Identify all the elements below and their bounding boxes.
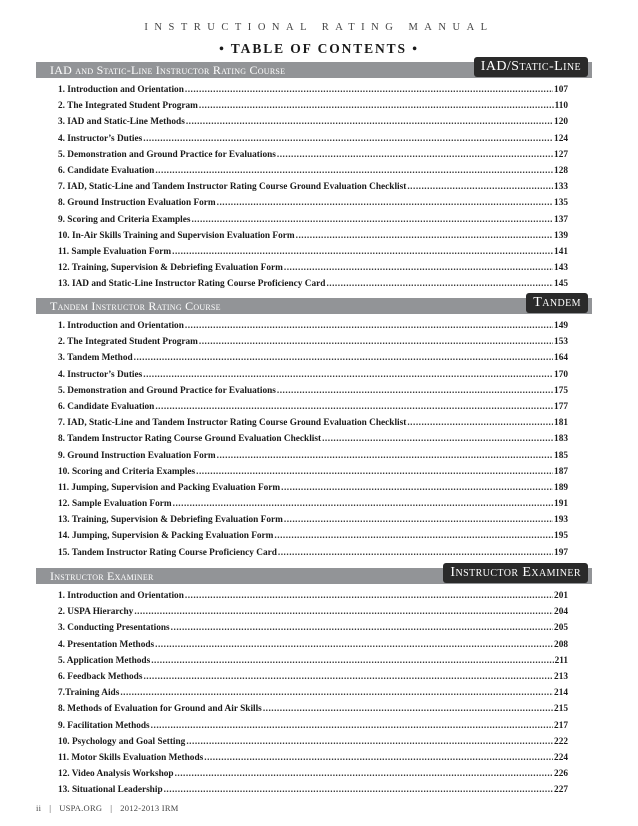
toc-entry-title: 8. Tandem Instructor Rating Course Ground Evaluation Checklist <box>58 434 322 445</box>
toc-entry <box>58 279 568 295</box>
toc-entry-title: 13. IAD and Static-Line Instructor Rating Course Proficiency Card <box>58 279 326 290</box>
toc-section <box>36 565 592 801</box>
dot-leader <box>155 402 553 412</box>
toc-entry <box>58 150 568 166</box>
dot-leader <box>186 737 553 747</box>
toc-entry-title: 6. Candidate Evaluation <box>58 165 155 176</box>
toc-title: • TABLE OF CONTENTS • <box>219 41 419 56</box>
toc-entry-page: 205 <box>554 623 568 634</box>
toc-entry-page: 175 <box>554 385 568 396</box>
toc-entry <box>58 785 568 801</box>
toc-entry-page: 214 <box>554 688 568 699</box>
toc-entry <box>58 623 568 639</box>
toc-entry-page: 177 <box>554 401 568 412</box>
toc-entry <box>58 215 568 231</box>
toc-entry-title: 1. Introduction and Orientation <box>58 321 184 331</box>
toc-entry <box>58 591 568 607</box>
dot-leader <box>171 623 553 633</box>
section-header-bar <box>36 565 592 584</box>
toc-entry-title: 11. Motor Skills Evaluation Methods <box>58 752 204 763</box>
toc-entry-title: 10. Psychology and Goal Setting <box>58 736 186 747</box>
dot-leader <box>196 467 553 477</box>
section-header-bar <box>36 295 592 314</box>
dot-leader <box>277 386 553 396</box>
toc-entry-title: 1. Introduction and Orientation <box>58 591 184 601</box>
toc-entry-page: 197 <box>554 547 568 558</box>
dot-leader <box>199 337 553 347</box>
toc-entry-title: 3. IAD and Static-Line Methods <box>58 117 185 128</box>
dot-leader <box>284 263 553 273</box>
toc-entry-title: 13. Situational Leadership <box>58 785 163 796</box>
toc-entry-page: 193 <box>554 515 568 526</box>
dot-leader <box>204 753 553 763</box>
toc-entry-list <box>58 85 568 295</box>
toc-entry-title: 6. Feedback Methods <box>58 671 143 682</box>
dot-leader <box>155 640 553 650</box>
toc-entry-title: 3. Conducting Presentations <box>58 623 170 634</box>
toc-entry-title: 11. Sample Evaluation Form <box>58 246 172 257</box>
dot-leader <box>143 370 553 380</box>
toc-entry-title: 10. In-Air Skills Training and Supervision Evaluation Form <box>58 230 295 241</box>
toc-entry-page: 120 <box>554 117 568 128</box>
toc-entry-list <box>58 591 568 801</box>
dot-leader <box>296 231 553 241</box>
dot-leader <box>281 483 553 493</box>
toc-entry <box>58 166 568 182</box>
toc-entry-title: 1. Introduction and Orientation <box>58 85 184 95</box>
toc-entry-title: 4. Presentation Methods <box>58 639 155 650</box>
toc-entry-page: 185 <box>554 450 568 461</box>
toc-entry <box>58 247 568 263</box>
toc-entry-title: 4. Instructor’s Duties <box>58 133 143 144</box>
dot-leader <box>185 85 553 95</box>
toc-entry <box>58 182 568 198</box>
toc-entry-title: 9. Facilitation Methods <box>58 720 150 731</box>
toc-entry <box>58 688 568 704</box>
toc-entry-title: 8. Ground Instruction Evaluation Form <box>58 198 216 209</box>
toc-entry <box>58 640 568 656</box>
section-tab: Instructor Examiner <box>443 563 588 583</box>
toc-entry-title: 13. Training, Supervision & Debriefing Evaluation Form <box>58 515 283 526</box>
toc-entry-page: 133 <box>554 182 568 193</box>
toc-entry-page: 183 <box>554 434 568 445</box>
dot-leader <box>185 321 553 331</box>
toc-entry-title: 5. Demonstration and Ground Practice for Evaluations <box>58 149 276 160</box>
footer-edition: 2012-2013 IRM <box>120 803 179 813</box>
footer-separator: | <box>110 803 113 813</box>
toc-entry-page: 213 <box>554 671 568 682</box>
dot-leader <box>217 451 553 461</box>
toc-entry-page: 189 <box>554 482 568 493</box>
toc-entry <box>58 672 568 688</box>
toc-entry-title: 2. The Integrated Student Program <box>58 101 198 112</box>
toc-entry-page: 135 <box>554 198 568 209</box>
toc-entry-title: 3. Tandem Method <box>58 353 133 364</box>
toc-entry-title: 9. Ground Instruction Evaluation Form <box>58 450 216 461</box>
toc-entry <box>58 721 568 737</box>
toc-entry-page: 191 <box>554 499 568 510</box>
running-head: INSTRUCTIONAL RATING MANUAL <box>144 22 494 33</box>
toc-entry <box>58 231 568 247</box>
toc-entry-page: 110 <box>554 101 568 112</box>
toc-entry <box>58 467 568 483</box>
dot-leader <box>278 548 553 558</box>
toc-entry-page: 204 <box>554 607 568 618</box>
toc-entry-page: 195 <box>554 531 568 542</box>
footer-separator: | <box>49 803 52 813</box>
toc-entry-title: 9. Scoring and Criteria Examples <box>58 214 191 225</box>
dot-leader <box>217 198 553 208</box>
toc-entry-page: 128 <box>554 165 568 176</box>
toc-entry-page: 145 <box>554 279 568 290</box>
toc-entry <box>58 548 568 564</box>
dot-leader <box>185 591 553 601</box>
dot-leader <box>186 117 553 127</box>
toc-entry-title: 10. Scoring and Criteria Examples <box>58 466 196 477</box>
toc-entry-title: 5. Application Methods <box>58 655 151 666</box>
footer-page-number: ii <box>36 803 42 813</box>
toc-entry <box>58 353 568 369</box>
toc-entry-title: 12. Sample Evaluation Form <box>58 499 172 510</box>
toc-entry <box>58 386 568 402</box>
toc-entry-title: 2. USPA Hierarchy <box>58 607 134 618</box>
toc-entry-title: 15. Tandem Instructor Rating Course Proficiency Card <box>58 547 277 558</box>
toc-entry-page: 181 <box>554 418 568 429</box>
toc-section <box>36 59 592 295</box>
section-tab: IAD/Static-Line <box>474 57 588 77</box>
dot-leader <box>164 785 553 795</box>
dot-leader <box>199 101 554 111</box>
toc-entry-title: 7.Training Aids <box>58 688 120 699</box>
toc-entry <box>58 370 568 386</box>
dot-leader <box>274 531 553 541</box>
toc-entry-title: 8. Methods of Evaluation for Ground and Air Skills <box>58 704 262 715</box>
toc-entry-title: 12. Training, Supervision & Debriefing Evaluation Form <box>58 263 283 274</box>
toc-entry-page: 215 <box>554 704 568 715</box>
toc-entry <box>58 434 568 450</box>
toc-entry <box>58 753 568 769</box>
toc-entry-page: 164 <box>554 353 568 364</box>
toc-entry-page: 170 <box>554 369 568 380</box>
toc-entry-title: 7. IAD, Static-Line and Tandem Instructor Rating Course Ground Evaluation Checklist <box>58 418 407 429</box>
toc-entry-page: 211 <box>554 655 568 666</box>
toc-entry <box>58 418 568 434</box>
toc-entry-page: 139 <box>554 230 568 241</box>
toc-entry <box>58 134 568 150</box>
toc-entry-title: 5. Demonstration and Ground Practice for Evaluations <box>58 385 276 396</box>
toc-entry <box>58 656 568 672</box>
toc-entry <box>58 85 568 101</box>
toc-section <box>36 295 592 564</box>
toc-entry-page: 201 <box>554 591 568 601</box>
dot-leader <box>175 769 553 779</box>
toc-entry-title: 6. Candidate Evaluation <box>58 401 155 412</box>
toc-entry <box>58 769 568 785</box>
dot-leader <box>326 279 553 289</box>
dot-leader <box>143 134 553 144</box>
dot-leader <box>120 688 553 698</box>
toc-entry-page: 127 <box>554 149 568 160</box>
dot-leader <box>134 353 553 363</box>
toc-entry-title: 12. Video Analysis Workshop <box>58 769 174 780</box>
toc-entry-page: 149 <box>554 321 568 331</box>
dot-leader <box>407 182 553 192</box>
toc-entry <box>58 321 568 337</box>
toc-entry-list <box>58 321 568 564</box>
section-title: Tandem Instructor Rating Course <box>50 299 221 313</box>
section-title: IAD and Static-Line Instructor Rating Course <box>50 63 286 77</box>
dot-leader <box>277 150 553 160</box>
dot-leader <box>172 247 553 257</box>
toc-entry-title: 14. Jumping, Supervision & Packing Evaluation Form <box>58 531 274 542</box>
toc-entry <box>58 531 568 547</box>
dot-leader <box>151 656 553 666</box>
toc-entry <box>58 337 568 353</box>
toc-entry <box>58 198 568 214</box>
toc-entry-title: 2. The Integrated Student Program <box>58 337 198 348</box>
toc-entry <box>58 101 568 117</box>
dot-leader <box>155 166 553 176</box>
dot-leader <box>134 607 553 617</box>
toc-entry <box>58 402 568 418</box>
dot-leader <box>191 215 553 225</box>
toc-entry <box>58 737 568 753</box>
dot-leader <box>173 499 553 509</box>
toc-entry-title: 7. IAD, Static-Line and Tandem Instructor Rating Course Ground Evaluation Checklist <box>58 182 407 193</box>
dot-leader <box>407 418 553 428</box>
toc-entry <box>58 607 568 623</box>
footer-site: USPA.ORG <box>59 803 103 813</box>
section-title: Instructor Examiner <box>50 569 154 583</box>
toc-entry-page: 143 <box>554 263 568 274</box>
toc-entry-page: 227 <box>554 785 568 796</box>
section-tab: Tandem <box>526 293 588 313</box>
dot-leader <box>322 434 553 444</box>
toc-entry-page: 124 <box>554 133 568 144</box>
dot-leader <box>151 721 553 731</box>
toc-entry <box>58 451 568 467</box>
toc-entry-page: 224 <box>554 752 568 763</box>
toc-entry <box>58 515 568 531</box>
toc-entry-title: 4. Instructor’s Duties <box>58 369 143 380</box>
section-header-bar <box>36 59 592 78</box>
toc-entry <box>58 499 568 515</box>
toc-entry-title: 11. Jumping, Supervision and Packing Evaluation Form <box>58 482 281 493</box>
toc-entry <box>58 263 568 279</box>
toc-entry-page: 187 <box>554 466 568 477</box>
toc-entry <box>58 483 568 499</box>
toc-entry-page: 141 <box>554 246 568 257</box>
toc-entry-page: 217 <box>554 720 568 731</box>
toc-entry-page: 153 <box>554 337 568 348</box>
toc-entry-page: 137 <box>554 214 568 225</box>
toc-entry <box>58 117 568 133</box>
dot-leader <box>263 704 553 714</box>
toc-entry-page: 107 <box>554 85 568 95</box>
toc-entry-page: 222 <box>554 736 568 747</box>
toc-entry-page: 226 <box>554 769 568 780</box>
dot-leader <box>284 515 553 525</box>
toc-entry <box>58 704 568 720</box>
dot-leader <box>143 672 553 682</box>
toc-entry-page: 208 <box>554 639 568 650</box>
page-footer <box>36 803 187 813</box>
